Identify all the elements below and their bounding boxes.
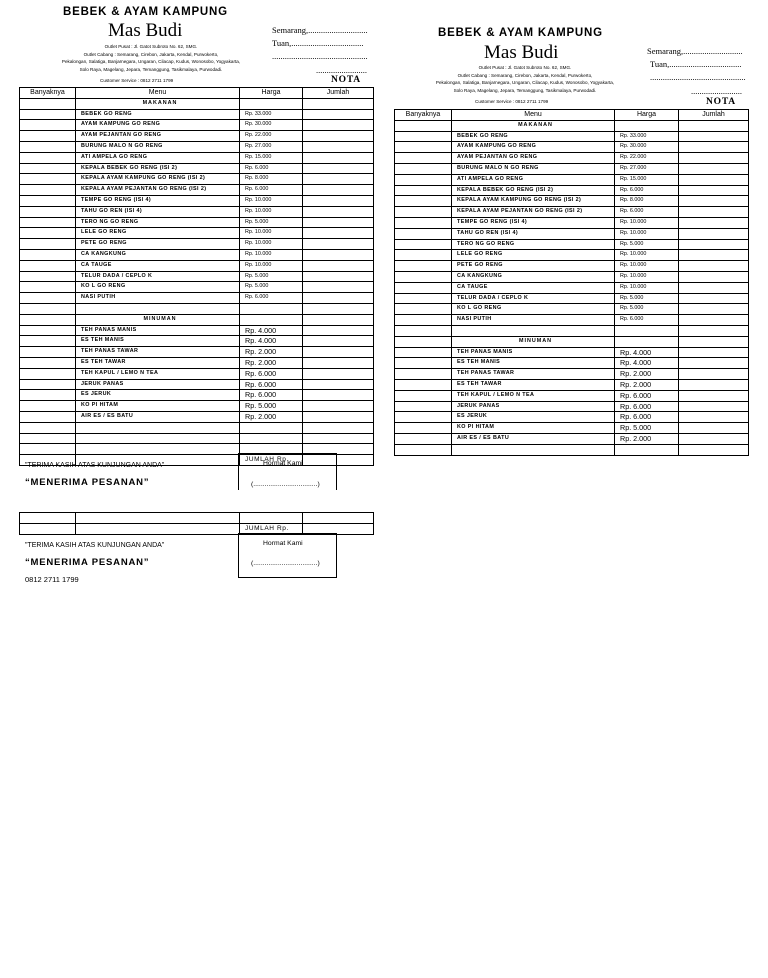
- table-row-empty: [395, 444, 749, 455]
- table-row-empty: [20, 422, 374, 433]
- table-row: BURUNG MALO N GO RENG Rp. 27.000: [20, 141, 374, 152]
- table-row: AYAM KAMPUNG GO RENG Rp. 30.000: [395, 142, 749, 153]
- table-row: BEBEK GO RENG Rp. 33.000: [395, 131, 749, 142]
- signature-box: [238, 453, 337, 490]
- col-harga: Harga: [240, 88, 303, 99]
- table-row: LELE GO RENG Rp. 10.000: [395, 250, 749, 261]
- col-jumlah: Jumlah: [303, 88, 374, 99]
- table-row-empty: [20, 513, 374, 524]
- table-row: ATI AMPELA GO RENG Rp. 15.000: [395, 174, 749, 185]
- table-row: TEMPE GO RENG (ISI 4) Rp. 10.000: [395, 217, 749, 228]
- section-minuman: MINUMAN: [452, 336, 615, 347]
- table-row: CA KANGKUNG Rp. 10.000: [20, 249, 374, 260]
- signature-line: (..................................): [251, 560, 320, 567]
- col-banyaknya: Banyaknya: [20, 88, 76, 99]
- col-menu: Menu: [76, 88, 240, 99]
- table-row: ES JERUK Rp. 6.000: [20, 390, 374, 401]
- table-row: TEH KAPUL / LEMO N TEA Rp. 6.000: [395, 390, 749, 401]
- order-message: “MENERIMA PESANAN”: [25, 557, 150, 568]
- outlet-address: Outlet Pusat : Jl. Gatot Subroto No. 62, SMG. Outlet Cabang : Semarang, Cirebon, Jakarta, Kendal, Purwokerto, Pekalongan, Salatiga, Banjarnegara, Ungaran, Cilacap, Kudus, Wonosobo, Yogyakarta, Solo Raya, Magelang, Jepara, Temanggung, Tasikmalaya, Purwodadi.: [435, 65, 615, 93]
- tuan-field: Tuan,..................................: [650, 59, 742, 69]
- table-row: KO L GO RENG Rp. 5.000: [20, 282, 374, 293]
- table-row: TERO NG GO RENG Rp. 5.000: [395, 239, 749, 250]
- table-row: BEBEK GO RENG Rp. 33.000: [20, 109, 374, 120]
- nota-dots: ........................: [691, 86, 742, 96]
- table-header-row: [20, 88, 374, 99]
- table-row: KEPALA AYAM KAMPUNG GO RENG (ISI 2) Rp. 8.000: [20, 174, 374, 185]
- address-blank-line: .............................................: [272, 51, 368, 61]
- section-makanan: MAKANAN: [452, 120, 615, 131]
- table-row-empty: [395, 325, 749, 336]
- nota-dots: ........................: [316, 65, 367, 75]
- section-row-makanan: [20, 98, 374, 109]
- table-row: TERO NG GO RENG Rp. 5.000: [20, 217, 374, 228]
- table-row: TELUR DADA / CEPLO K Rp. 5.000: [395, 293, 749, 304]
- shop-name: Mas Budi: [108, 20, 183, 41]
- customer-service: Customer Service : 0812 2711 1799: [475, 99, 549, 104]
- brand-title: BEBEK & AYAM KAMPUNG: [63, 6, 228, 18]
- table-row: ES JERUK Rp. 6.000: [395, 412, 749, 423]
- signature-line: (..................................): [251, 481, 320, 488]
- table-row: AYAM PEJANTAN GO RENG Rp. 22.000: [395, 153, 749, 164]
- shop-name: Mas Budi: [484, 42, 559, 63]
- thanks-message: "TERIMA KASIH ATAS KUNJUNGAN ANDA": [25, 542, 165, 549]
- table-row: AIR ES / ES BATU Rp. 2.000: [20, 411, 374, 422]
- table-row: ES TEH TAWAR Rp. 2.000: [20, 357, 374, 368]
- order-table: [19, 87, 374, 466]
- regards-label: Hormat Kami: [263, 540, 303, 547]
- table-row: PETE GO RENG Rp. 10.000: [395, 261, 749, 272]
- table-row: KEPALA AYAM PEJANTAN GO RENG (ISI 2) Rp. 6.000: [395, 207, 749, 218]
- total-label: JUMLAH Rp.: [240, 523, 303, 534]
- table-row: TELUR DADA / CEPLO K Rp. 5.000: [20, 271, 374, 282]
- city-field: Semarang,............................: [647, 46, 743, 56]
- table-row: KO L GO RENG Rp. 5.000: [395, 304, 749, 315]
- table-row: KEPALA AYAM KAMPUNG GO RENG (ISI 2) Rp. 8.000: [395, 196, 749, 207]
- tuan-field: Tuan,..................................: [272, 38, 364, 48]
- table-row: TAHU GO REN (ISI 4) Rp. 10.000: [20, 206, 374, 217]
- table-row: BURUNG MALO N GO RENG Rp. 27.000: [395, 163, 749, 174]
- nota-title: NOTA: [331, 75, 361, 85]
- brand-title: BEBEK & AYAM KAMPUNG: [438, 27, 603, 39]
- table-row: TEH PANAS TAWAR Rp. 2.000: [20, 347, 374, 358]
- col-jumlah: Jumlah: [679, 110, 749, 121]
- total-label: JUMLAH Rp.: [240, 455, 303, 466]
- table-row: KEPALA BEBEK GO RENG (ISI 2) Rp. 6.000: [395, 185, 749, 196]
- table-row: JERUK PANAS Rp. 6.000: [395, 401, 749, 412]
- col-menu: Menu: [452, 110, 615, 121]
- section-makanan: MAKANAN: [76, 98, 240, 109]
- thanks-message: "TERIMA KASIH ATAS KUNJUNGAN ANDA": [25, 462, 165, 469]
- table-row: PETE GO RENG Rp. 10.000: [20, 239, 374, 250]
- table-row: TEMPE GO RENG (ISI 4) Rp. 10.000: [20, 195, 374, 206]
- fragment-table: [19, 512, 374, 535]
- table-row: TEH PANAS TAWAR Rp. 2.000: [395, 369, 749, 380]
- table-row: KEPALA BEBEK GO RENG (ISI 2) Rp. 6.000: [20, 163, 374, 174]
- table-row: ATI AMPELA GO RENG Rp. 15.000: [20, 152, 374, 163]
- table-row: TEH PANAS MANIS Rp. 4.000: [395, 347, 749, 358]
- section-minuman: MINUMAN: [76, 314, 240, 325]
- table-row: ES TEH MANIS Rp. 4.000: [395, 358, 749, 369]
- section-row-makanan: [395, 120, 749, 131]
- table-row: CA KANGKUNG Rp. 10.000: [395, 271, 749, 282]
- table-row: KO PI HITAM Rp. 5.000: [20, 401, 374, 412]
- table-row: AIR ES / ES BATU Rp. 2.000: [395, 433, 749, 444]
- table-row: KEPALA AYAM PEJANTAN GO RENG (ISI 2) Rp. 6.000: [20, 185, 374, 196]
- customer-service: Customer Service : 0812 2711 1799: [100, 78, 174, 83]
- col-banyaknya: Banyaknya: [395, 110, 452, 121]
- table-row-empty: [20, 433, 374, 444]
- table-row: ES TEH TAWAR Rp. 2.000: [395, 379, 749, 390]
- section-row-minuman: [20, 314, 374, 325]
- table-row-empty: [20, 303, 374, 314]
- col-harga: Harga: [615, 110, 679, 121]
- section-row-minuman: [395, 336, 749, 347]
- outlet-address: Outlet Pusat : Jl. Gatot Subroto No. 62, SMG. Outlet Cabang : Semarang, Cirebon, Jakarta, Kendal, Purwokerto, Pekalongan, Salatiga, Banjarnegara, Ungaran, Cilacap, Kudus, Wonosobo, Yogyakarta, Solo Raya, Magelang, Jepara, Temanggung, Tasikmalaya, Purwodadi.: [61, 44, 241, 72]
- table-row: LELE GO RENG Rp. 10.000: [20, 228, 374, 239]
- table-row: CA TAUGE Rp. 10.000: [20, 260, 374, 271]
- phone-number: 0812 2711 1799: [25, 575, 79, 584]
- table-row: AYAM PEJANTAN GO RENG Rp. 22.000: [20, 131, 374, 142]
- table-row: AYAM KAMPUNG GO RENG Rp. 30.000: [20, 120, 374, 131]
- city-field: Semarang,............................: [272, 25, 368, 35]
- order-message: “MENERIMA PESANAN”: [25, 477, 150, 488]
- signature-box: [238, 533, 337, 578]
- table-row: KO PI HITAM Rp. 5.000: [395, 423, 749, 434]
- order-table: [394, 109, 749, 456]
- table-row: ES TEH MANIS Rp. 4.000: [20, 336, 374, 347]
- address-blank-line: .............................................: [650, 72, 746, 82]
- regards-label: Hormat Kami: [263, 460, 303, 467]
- table-row: TEH PANAS MANIS Rp. 4.000: [20, 325, 374, 336]
- table-row: JERUK PANAS Rp. 6.000: [20, 379, 374, 390]
- table-row: TEH KAPUL / LEMO N TEA Rp. 6.000: [20, 368, 374, 379]
- table-row: CA TAUGE Rp. 10.000: [395, 282, 749, 293]
- table-row: NASI PUTIH Rp. 6.000: [395, 315, 749, 326]
- table-row: NASI PUTIH Rp. 6.000: [20, 293, 374, 304]
- table-header-row: [395, 110, 749, 121]
- nota-title: NOTA: [706, 97, 736, 107]
- table-row: TAHU GO REN (ISI 4) Rp. 10.000: [395, 228, 749, 239]
